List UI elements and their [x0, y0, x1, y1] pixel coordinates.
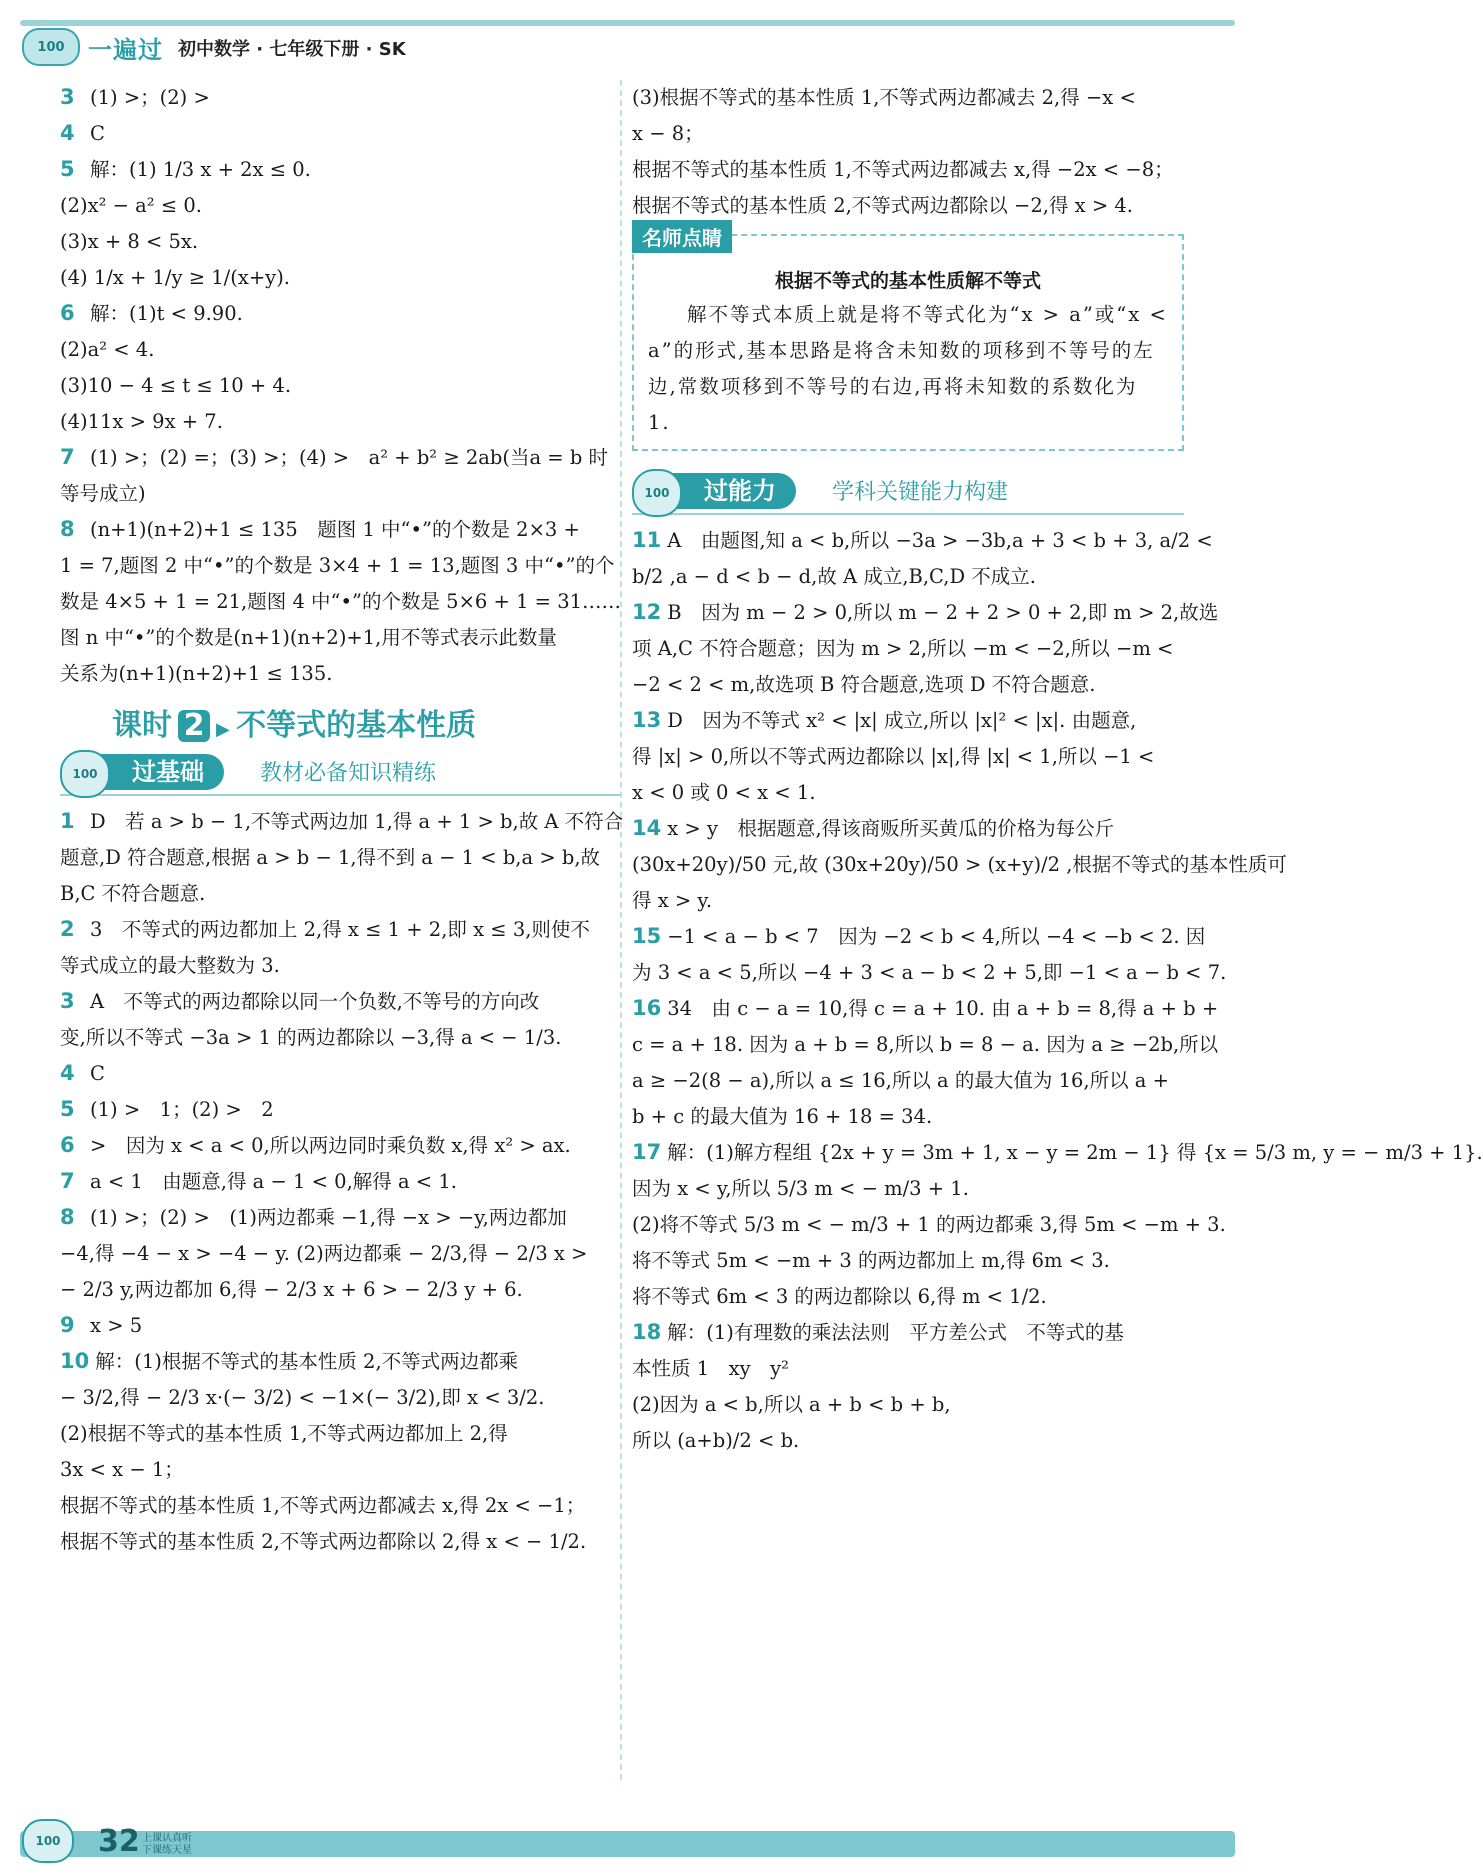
answer-text: 1 = 7,题图 2 中“•”的个数是 3×4 + 1 = 13,题图 3 中“•”的个 — [60, 554, 615, 577]
answer-text: b/2 ,a − d < b − d,故 A 成立,B,C,D 不成立. — [632, 565, 1036, 588]
answer-line — [60, 840, 620, 876]
page-footer — [0, 1805, 1250, 1875]
answer-line — [60, 260, 620, 296]
column-divider — [620, 80, 622, 1780]
tip-tag: 名师点睛 — [632, 220, 732, 253]
answer-line — [60, 1416, 620, 1452]
answer-text: B,C 不符合题意. — [60, 882, 206, 905]
answer-text: 题意,D 符合题意,根据 a > b − 1,得不到 a − 1 < b,a > b,故 — [60, 846, 601, 869]
answer-text: A 由题图,知 a < b,所以 −3a > −3b,a + 3 < b + 3, a/2 < — [667, 529, 1213, 552]
banner-label: 过基础 — [74, 754, 224, 790]
answer-text: 将不等式 5m < −m + 3 的两边都加上 m,得 6m < 3. — [632, 1249, 1110, 1272]
section-banner-basic — [60, 750, 620, 798]
answer-text: 关系为(n+1)(n+2)+1 ≤ 135. — [60, 662, 333, 685]
answer-line — [60, 620, 620, 656]
answer-text: (4) 1/x + 1/y ≥ 1/(x+y). — [60, 266, 291, 289]
answer-text: A 不等式的两边都除以同一个负数,不等号的方向改 — [90, 990, 540, 1013]
answer-line — [60, 332, 620, 368]
answer-line — [632, 991, 1219, 1027]
answer-text: (n+1)(n+2)+1 ≤ 135 题图 1 中“•”的个数是 2×3 + — [90, 518, 580, 541]
question-number: 2 — [60, 917, 75, 941]
answer-line — [632, 1315, 1184, 1351]
question-number: 1 — [60, 809, 75, 833]
answer-line — [60, 1524, 620, 1560]
section-banner-ability — [632, 469, 1184, 517]
lesson-prefix: 课时 — [112, 708, 172, 743]
answer-line — [632, 1351, 1184, 1387]
answer-text: 为 3 < a < 5,所以 −4 + 3 < a − b < 2 + 5,即 −1 < a − b < 7. — [632, 961, 1227, 984]
footer-bar — [20, 1831, 1235, 1857]
answer-text: 根据不等式的基本性质 2,不等式两边都除以 2,得 x < − 1/2. — [60, 1530, 587, 1553]
question-number: 4 — [60, 121, 75, 145]
question-number: 6 — [60, 1133, 75, 1157]
answer-text: 解：(1)有理数的乘法法则 平方差公式 不等式的基 — [667, 1321, 1124, 1344]
tip-heading: 根据不等式的基本性质解不等式 — [774, 270, 1041, 292]
question-number: 18 — [632, 1320, 662, 1344]
question-number: 7 — [60, 445, 75, 469]
page-number: 32 — [98, 1824, 140, 1859]
question-number: 3 — [60, 85, 75, 109]
banner-rule — [632, 513, 1184, 515]
question-number: 7 — [60, 1169, 75, 1193]
answer-line — [60, 1308, 620, 1344]
answer-text: (1) > 1；(2) > 2 — [90, 1098, 274, 1121]
answer-line — [632, 847, 1287, 883]
mascot-logo-icon: 100 — [22, 28, 80, 66]
answer-text: D 若 a > b − 1,不等式两边加 1,得 a + 1 > b,故 A 不符合 — [90, 810, 624, 833]
lesson-number: 2 — [178, 710, 210, 742]
answer-text: (4)11x > 9x + 7. — [60, 410, 223, 433]
answer-line — [632, 1063, 1184, 1099]
answer-line — [60, 1092, 620, 1128]
answer-text: 得 x > y. — [632, 889, 713, 912]
answer-text: a < 1 由题意,得 a − 1 < 0,解得 a < 1. — [90, 1170, 457, 1193]
question-number: 6 — [60, 301, 75, 325]
answer-text: (1) >；(2) =；(3) >；(4) > a² + b² ≥ 2ab(当a = b 时 — [90, 446, 609, 469]
question-number: 3 — [60, 989, 75, 1013]
book-title: 初中数学 · 七年级下册 · SK — [178, 39, 406, 60]
answer-text: 3x < x − 1； — [60, 1458, 184, 1481]
answer-text: C — [90, 1062, 105, 1085]
answer-line — [632, 631, 1184, 667]
play-arrow-icon: ▶ — [216, 719, 237, 740]
footer-slogan: 上课认真听 下课练天星 — [142, 1833, 192, 1856]
answer-line — [60, 188, 620, 224]
answer-text: (30x+20y)/50 元,故 (30x+20y)/50 > (x+y)/2 ,根据不等式的基本性质可 — [632, 853, 1287, 876]
answer-text: (2)因为 a < b,所以 a + b < b + b, — [632, 1393, 951, 1416]
answer-text: 等式成立的最大整数为 3. — [60, 954, 280, 977]
answer-line — [632, 739, 1184, 775]
question-number: 5 — [60, 157, 75, 181]
answer-text: 解：(1)根据不等式的基本性质 2,不等式两边都乘 — [95, 1350, 519, 1373]
answer-text: (2)将不等式 5/3 m < − m/3 + 1 的两边都乘 3,得 5m < −m + 3. — [632, 1213, 1226, 1236]
question-number: 9 — [60, 1313, 75, 1337]
answer-text: 解：(1)t < 9.90. — [90, 302, 243, 325]
banner-label: 过能力 — [646, 473, 796, 509]
answers-continued — [632, 80, 1184, 224]
lesson-title: 不等式的基本性质 — [236, 708, 477, 743]
answer-line — [632, 703, 1184, 739]
answer-line — [632, 1207, 1226, 1243]
answer-text: 本性质 1 xy y² — [632, 1357, 789, 1380]
question-number: 13 — [632, 708, 662, 732]
answer-text: a ≥ −2(8 − a),所以 a ≤ 16,所以 a 的最大值为 16,所以 a + — [632, 1069, 1169, 1092]
answer-line — [60, 512, 620, 548]
answer-text: 所以 (a+b)/2 < b. — [632, 1429, 800, 1452]
answer-text: −4,得 −4 − x > −4 − y. (2)两边都乘 − 2/3,得 − 2/3 x > — [60, 1242, 588, 1265]
answer-line — [632, 1243, 1184, 1279]
question-number: 4 — [60, 1061, 75, 1085]
answer-line — [632, 667, 1184, 703]
answer-text: (1) >；(2) > (1)两边都乘 −1,得 −x > −y,两边都加 — [90, 1206, 567, 1229]
answer-line — [60, 1344, 620, 1380]
answer-line — [60, 1380, 620, 1416]
answer-line — [632, 883, 1184, 919]
answer-line — [632, 116, 1184, 152]
answer-text: (3)根据不等式的基本性质 1,不等式两边都减去 2,得 −x < — [632, 86, 1136, 109]
answer-text: −2 < 2 < m,故选项 B 符合题意,选项 D 不符合题意. — [632, 673, 1096, 696]
mascot-icon: 100 — [632, 469, 682, 517]
banner-subtitle: 学科关键能力构建 — [832, 480, 1009, 505]
answer-line — [60, 876, 620, 912]
question-number: 8 — [60, 517, 75, 541]
answer-text: (2)x² − a² ≤ 0. — [60, 194, 202, 217]
question-number: 11 — [632, 528, 662, 552]
answer-text: x − 8； — [632, 122, 704, 145]
question-number: 16 — [632, 996, 662, 1020]
answer-text: (2)根据不等式的基本性质 1,不等式两边都加上 2,得 — [60, 1422, 508, 1445]
answer-line — [60, 116, 620, 152]
answer-line — [60, 912, 620, 948]
answer-line — [60, 1452, 620, 1488]
answer-text: 变,所以不等式 −3a > 1 的两边都除以 −3,得 a < − 1/3. — [60, 1026, 562, 1049]
mascot-icon: 100 — [22, 1819, 74, 1863]
question-number: 14 — [632, 816, 662, 840]
answer-line — [60, 296, 620, 332]
answer-line — [60, 404, 620, 440]
answer-line — [632, 1135, 1483, 1171]
answer-line — [632, 775, 1184, 811]
tip-body: 解不等式本质上就是将不等式化为“x > a”或“x < a”的形式,基本思路是将含未知数的项移到不等号的左边,常数项移到不等号的右边,再将未知数的系数化为 1. — [648, 303, 1168, 434]
answer-text: 项 A,C 不符合题意；因为 m > 2,所以 −m < −2,所以 −m < — [632, 637, 1174, 660]
left-column — [60, 80, 624, 1560]
answer-line — [60, 548, 620, 584]
answer-text: (1) >；(2) > — [90, 86, 210, 109]
answer-line — [632, 811, 1184, 847]
answer-line — [632, 559, 1184, 595]
answer-line — [60, 1236, 620, 1272]
right-column — [632, 80, 1483, 1459]
answer-line — [60, 1272, 620, 1308]
answer-text: 根据不等式的基本性质 1,不等式两边都减去 x,得 −2x < −8； — [632, 158, 1174, 181]
answer-text: 根据不等式的基本性质 2,不等式两边都除以 −2,得 x > 4. — [632, 194, 1133, 217]
answer-line — [60, 368, 620, 404]
answer-text: 图 n 中“•”的个数是(n+1)(n+2)+1,用不等式表示此数量 — [60, 626, 557, 649]
answer-line — [60, 948, 620, 984]
answer-text: 等号成立) — [60, 482, 146, 505]
banner-subtitle: 教材必备知识精练 — [260, 761, 437, 786]
question-number: 12 — [632, 600, 662, 624]
answer-text: (3)x + 8 < 5x. — [60, 230, 199, 253]
answer-text: (3)10 − 4 ≤ t ≤ 10 + 4. — [60, 374, 292, 397]
answer-text: C — [90, 122, 105, 145]
answer-line — [632, 955, 1227, 991]
answer-text: 根据不等式的基本性质 1,不等式两边都减去 x,得 2x < −1； — [60, 1494, 586, 1517]
answer-line — [632, 523, 1213, 559]
answer-line — [60, 984, 620, 1020]
answer-text: x > 5 — [90, 1314, 143, 1337]
mascot-icon: 100 — [60, 750, 110, 798]
question-number: 8 — [60, 1205, 75, 1229]
answer-text: 得 |x| > 0,所以不等式两边都除以 |x|,得 |x| < 1,所以 −1 < — [632, 745, 1155, 768]
answer-line — [632, 80, 1184, 116]
banner-rule — [60, 794, 620, 796]
answer-line — [632, 152, 1184, 188]
answer-line — [60, 224, 620, 260]
answer-line — [632, 1387, 1184, 1423]
answer-line — [632, 1279, 1184, 1315]
answer-line — [60, 1056, 620, 1092]
answer-text: b + c 的最大值为 16 + 18 = 34. — [632, 1105, 933, 1128]
lesson-heading — [112, 700, 620, 744]
answer-line — [632, 1171, 1184, 1207]
answer-text: 解：(1)解方程组 {2x + y = 3m + 1, x − y = 2m − 1} 得 {x = 5/3 m, y = − m/3 + 1}. — [667, 1141, 1483, 1164]
teacher-tip-box — [632, 226, 1184, 451]
answer-line — [632, 919, 1206, 955]
answer-text: x < 0 或 0 < x < 1. — [632, 781, 816, 804]
question-number: 17 — [632, 1140, 662, 1164]
answers-basic — [60, 804, 624, 1560]
answer-line — [60, 1200, 620, 1236]
answer-line — [60, 80, 620, 116]
question-number: 5 — [60, 1097, 75, 1121]
answer-line — [632, 188, 1184, 224]
answer-line — [632, 595, 1219, 631]
answer-text: c = a + 18. 因为 a + b = 8,所以 b = 8 − a. 因为 a ≥ −2b,所以 — [632, 1033, 1219, 1056]
answer-text: x > y 根据题意,得该商贩所买黄瓜的价格为每公斤 — [667, 817, 1115, 840]
answer-text: 因为 x < y,所以 5/3 m < − m/3 + 1. — [632, 1177, 969, 1200]
brand-name: 一遍过 — [88, 36, 163, 64]
answer-text: − 3/2,得 − 2/3 x·(− 3/2) < −1×(− 3/2),即 x < 3/2. — [60, 1386, 545, 1409]
answer-line — [632, 1099, 1184, 1135]
answer-line — [632, 1423, 1184, 1459]
answer-text: (2)a² < 4. — [60, 338, 155, 361]
answer-text: 解：(1) 1/3 x + 2x ≤ 0. — [90, 158, 311, 181]
question-number: 15 — [632, 924, 662, 948]
page-header — [0, 0, 1250, 62]
answer-text: 数是 4×5 + 1 = 21,题图 4 中“•”的个数是 5×6 + 1 = 31…… — [60, 590, 622, 613]
header-bar — [20, 20, 1235, 26]
answer-line — [60, 656, 620, 692]
answer-text: −1 < a − b < 7 因为 −2 < b < 4,所以 −4 < −b < 2. 因 — [667, 925, 1206, 948]
answer-line — [60, 804, 624, 840]
answer-text: > 因为 x < a < 0,所以两边同时乘负数 x,得 x² > ax. — [90, 1134, 571, 1157]
answer-text: − 2/3 y,两边都加 6,得 − 2/3 x + 6 > − 2/3 y + 6. — [60, 1278, 523, 1301]
answer-line — [60, 440, 620, 476]
answer-line — [60, 1488, 620, 1524]
answer-text: 将不等式 6m < 3 的两边都除以 6,得 m < 1/2. — [632, 1285, 1047, 1308]
answer-line — [60, 1020, 620, 1056]
answer-line — [632, 1027, 1219, 1063]
answer-text: 34 由 c − a = 10,得 c = a + 10. 由 a + b = 8,得 a + b + — [667, 997, 1219, 1020]
answer-line — [60, 152, 620, 188]
answer-line — [60, 476, 620, 512]
answer-line — [60, 1164, 620, 1200]
answer-line — [60, 1128, 620, 1164]
answer-line — [60, 584, 620, 620]
answers-ability — [632, 523, 1483, 1459]
answer-text: B 因为 m − 2 > 0,所以 m − 2 + 2 > 0 + 2,即 m > 2,故选 — [667, 601, 1219, 624]
answer-text: 3 不等式的两边都加上 2,得 x ≤ 1 + 2,即 x ≤ 3,则使不 — [90, 918, 590, 941]
answers-previous-lesson — [60, 80, 620, 692]
question-number: 10 — [60, 1349, 90, 1373]
answer-text: D 因为不等式 x² < |x| 成立,所以 |x|² < |x|. 由题意, — [667, 709, 1137, 732]
